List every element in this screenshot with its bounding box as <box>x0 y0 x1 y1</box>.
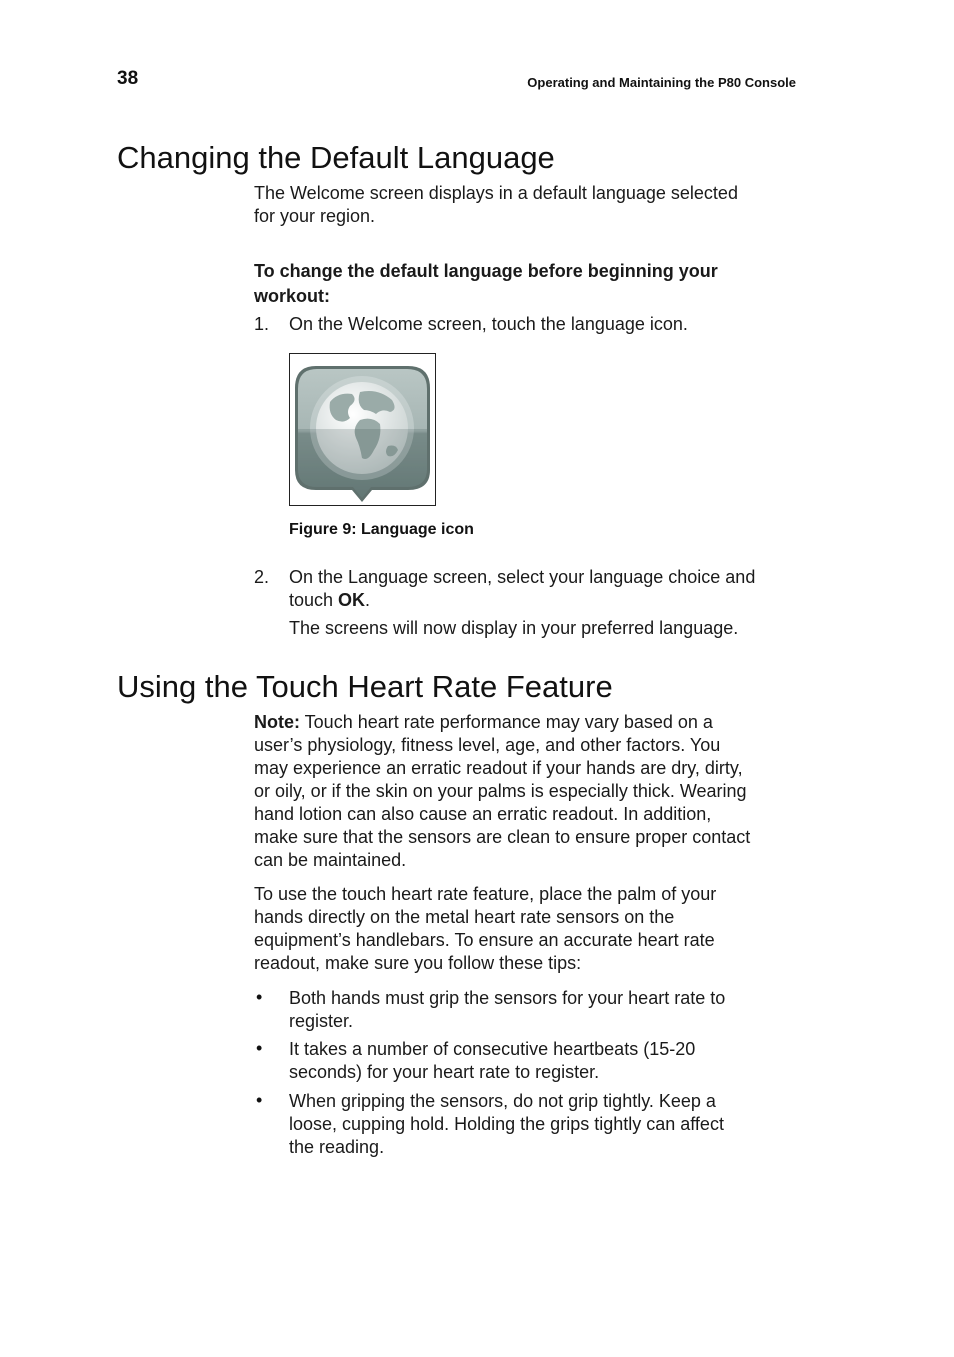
step-2-line: On the Language screen, select your language choice and <box>289 567 756 587</box>
list-item-line: When gripping the sensors, do not grip tightly. Keep a <box>289 1091 716 1111</box>
procedure-title-line: To change the default language before beginning your <box>254 261 718 281</box>
usage-line: hands directly on the metal heart rate sensors on the <box>254 907 675 927</box>
list-item-line: It takes a number of consecutive heartbeats (15-20 <box>289 1039 696 1059</box>
list-item-line: register. <box>289 1011 354 1031</box>
step-1-number: 1. <box>254 314 270 334</box>
ok-label: OK <box>338 590 366 610</box>
running-header: Operating and Maintaining the P80 Console <box>527 75 796 90</box>
usage-line: To use the touch heart rate feature, place the palm of your <box>254 884 717 904</box>
bullet-symbol: • <box>256 1038 263 1058</box>
note-line: can be maintained. <box>254 850 407 870</box>
step-1-text: On the Welcome screen, touch the language icon. <box>289 314 688 334</box>
list-item-line: seconds) for your heart rate to register. <box>289 1062 600 1082</box>
list-item-line: the reading. <box>289 1137 385 1157</box>
section-heading-touch-heart-rate: Using the Touch Heart Rate Feature <box>117 669 613 704</box>
list-item <box>289 1038 695 1084</box>
usage-paragraph <box>254 883 716 975</box>
section-heading-default-language: Changing the Default Language <box>117 140 555 175</box>
step-2-text <box>289 566 755 612</box>
intro-paragraph <box>254 182 738 228</box>
procedure-title-line: workout: <box>254 286 330 306</box>
note-line: make sure that the sensors are clean to ensure proper contact <box>254 827 751 847</box>
procedure-title <box>254 259 718 309</box>
intro-line: for your region. <box>254 206 376 226</box>
note-line: user’s physiology, fitness level, age, and other factors. You <box>254 735 721 755</box>
bullet-symbol: • <box>256 987 263 1007</box>
note-label: Note: <box>254 712 300 732</box>
list-item <box>289 987 725 1033</box>
step-2-number: 2. <box>254 567 270 587</box>
usage-line: equipment’s handlebars. To ensure an accurate heart rate <box>254 930 715 950</box>
note-line: may experience an erratic readout if your hands are dry, dirty, <box>254 758 743 778</box>
bullet-symbol: • <box>256 1090 263 1110</box>
note-paragraph <box>254 711 750 872</box>
page-number: 38 <box>117 68 139 89</box>
list-item <box>289 1090 724 1159</box>
figure-caption: Figure 9: Language icon <box>289 521 474 538</box>
step-2-line <box>289 589 755 612</box>
note-text: Touch heart rate performance may vary based on a <box>300 712 713 732</box>
list-item-line: loose, cupping hold. Holding the grips tightly can affect <box>289 1114 724 1134</box>
note-line: hand lotion can also cause an erratic readout. In addition, <box>254 804 712 824</box>
note-line <box>254 711 750 734</box>
note-line: or oily, or if the skin on your palms is especially thick. Wearing <box>254 781 747 801</box>
step-2-touch-text: touch <box>289 590 339 610</box>
step-2-result: The screens will now display in your preferred language. <box>289 618 739 638</box>
intro-line: The Welcome screen displays in a default language selected <box>254 183 738 203</box>
globe-icon <box>290 354 435 505</box>
list-item-line: Both hands must grip the sensors for your heart rate to <box>289 988 726 1008</box>
step-2-period: . <box>365 590 371 610</box>
usage-line: readout, make sure you follow these tips: <box>254 953 582 973</box>
language-icon-figure <box>289 353 436 506</box>
